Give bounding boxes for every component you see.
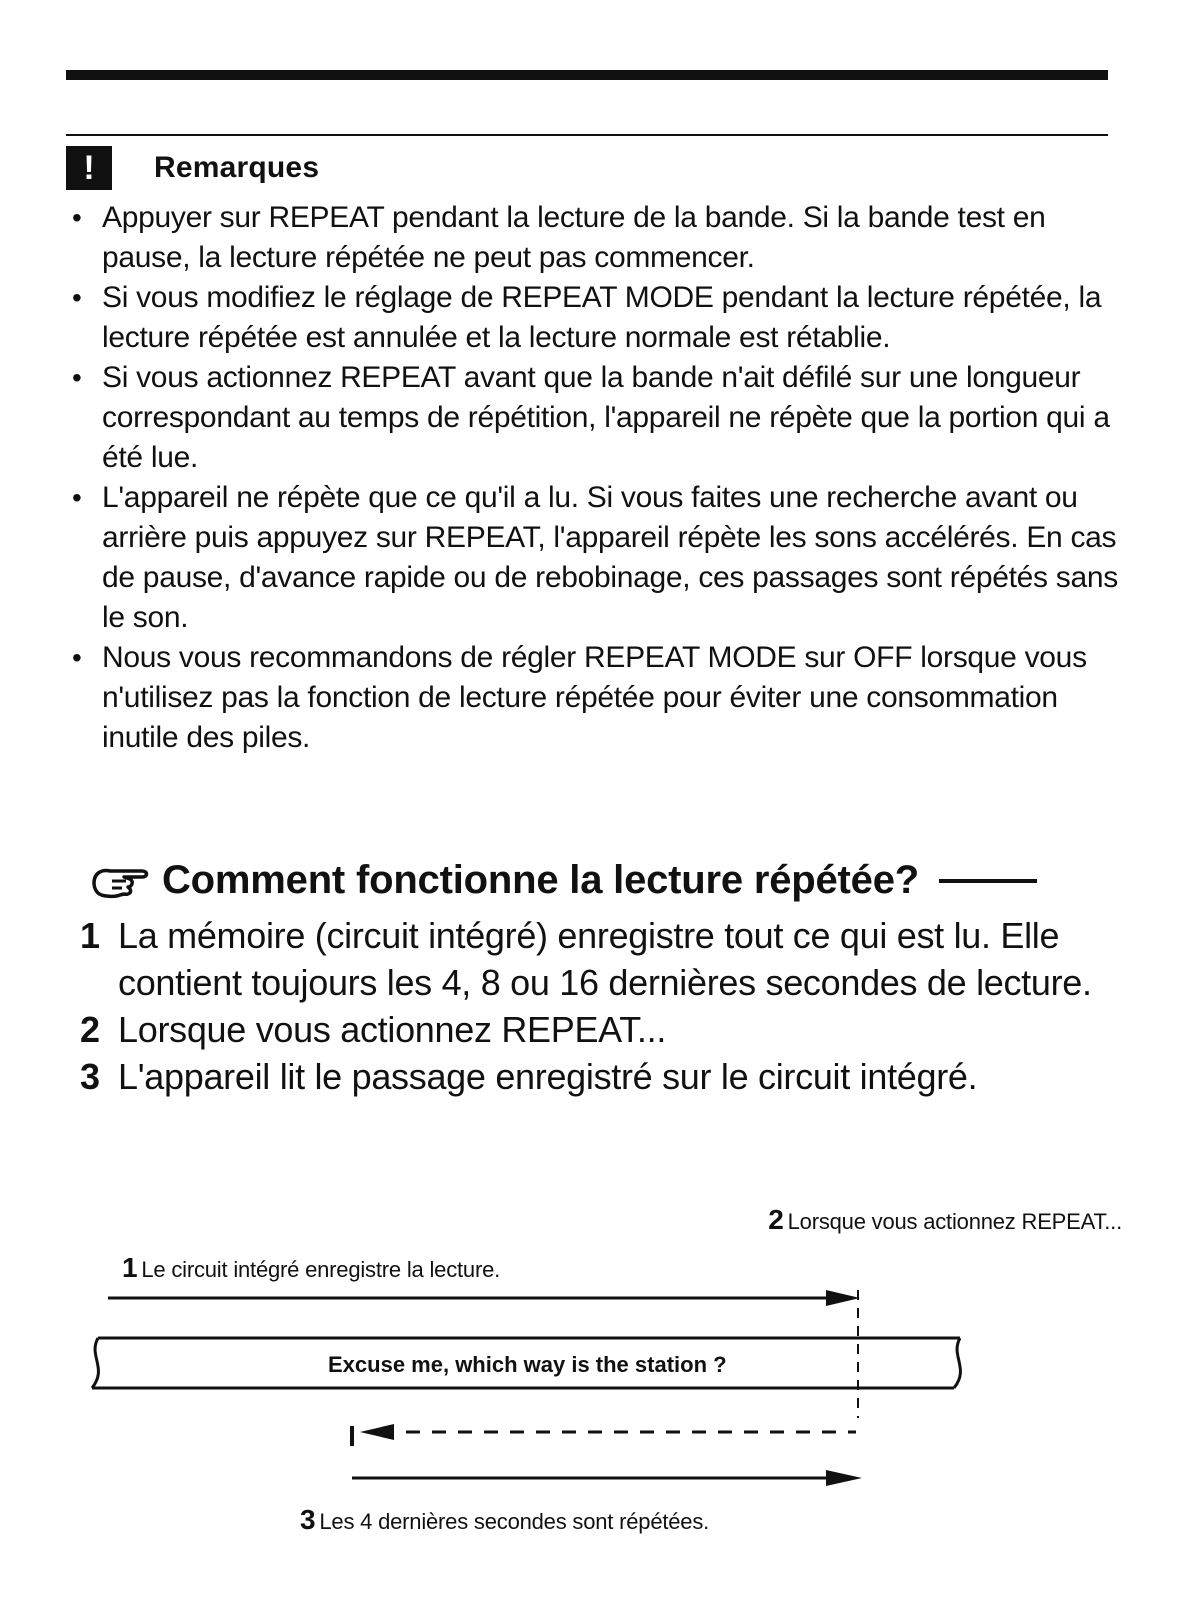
diagram-label-number: 1 (122, 1252, 138, 1283)
pointing-hand-icon (90, 861, 154, 901)
step-item (72, 1053, 1132, 1100)
top-thick-rule (66, 70, 1108, 80)
step-number: 2 (80, 1009, 100, 1050)
heading-dash (939, 879, 1037, 883)
diagram-label-text: Les 4 dernières secondes sont répétées. (319, 1509, 710, 1534)
diagram-label-text: Lorsque vous actionnez REPEAT... (787, 1209, 1122, 1234)
diagram-label-1 (122, 1252, 500, 1284)
step-text: La mémoire (circuit intégré) enregistre tout ce qui est lu. Elle contient toujours les 4, 8 ou 16 dernières secondes de lecture. (118, 915, 1092, 1003)
notes-header (66, 146, 319, 190)
record-arrow (108, 1290, 860, 1306)
step-number: 1 (80, 915, 100, 956)
step-text: L'appareil lit le passage enregistré sur le circuit intégré. (118, 1056, 978, 1097)
section-divider (66, 134, 1108, 136)
notes-list (70, 198, 1120, 758)
note-item: • Si vous modifiez le réglage de REPEAT MODE pendant la lecture répétée, la lecture répétée est annulée et la lecture normale est rétablie. (70, 278, 1120, 358)
note-item: • Si vous actionnez REPEAT avant que la bande n'ait défilé sur une longueur correspondant au temps de répétition, l'appareil ne répète que la portion qui a été lue. (70, 358, 1120, 478)
note-item: • Nous vous recommandons de régler REPEAT MODE sur OFF lorsque vous n'utilisez pas la fonction de lecture répétée pour éviter une consommation inutile des piles. (70, 638, 1120, 758)
step-item (72, 1006, 1132, 1053)
section-heading (90, 858, 1120, 903)
step-number: 3 (80, 1056, 100, 1097)
diagram-label-3 (300, 1504, 709, 1536)
replay-arrow (352, 1470, 862, 1486)
note-item: • Appuyer sur REPEAT pendant la lecture de la bande. Si la bande test en pause, la lecture répétée ne peut pas commencer. (70, 198, 1120, 278)
notes-title: Remarques (154, 151, 320, 184)
rewind-arrow (352, 1424, 856, 1446)
diagram-label-number: 3 (300, 1504, 316, 1535)
step-text: Lorsque vous actionnez REPEAT... (118, 1009, 667, 1050)
steps-list (72, 912, 1132, 1100)
diagram-label-2 (768, 1204, 1122, 1236)
section-heading-text: Comment fonctionne la lecture répétée? (162, 858, 919, 902)
note-item: • L'appareil ne répète que ce qu'il a lu. Si vous faites une recherche avant ou arrière puis appuyez sur REPEAT, l'appareil répète les sons accélérés. En cas de pause, d'avance rapide ou de rebobinage, ces passages sont répétés sans le son. (70, 478, 1120, 638)
tape-text: Excuse me, which way is the station ? (328, 1352, 727, 1377)
diagram-label-number: 2 (768, 1204, 784, 1235)
exclamation-icon: ! (66, 146, 112, 190)
diagram-label-text: Le circuit intégré enregistre la lecture. (141, 1257, 501, 1282)
step-item (72, 912, 1132, 1006)
